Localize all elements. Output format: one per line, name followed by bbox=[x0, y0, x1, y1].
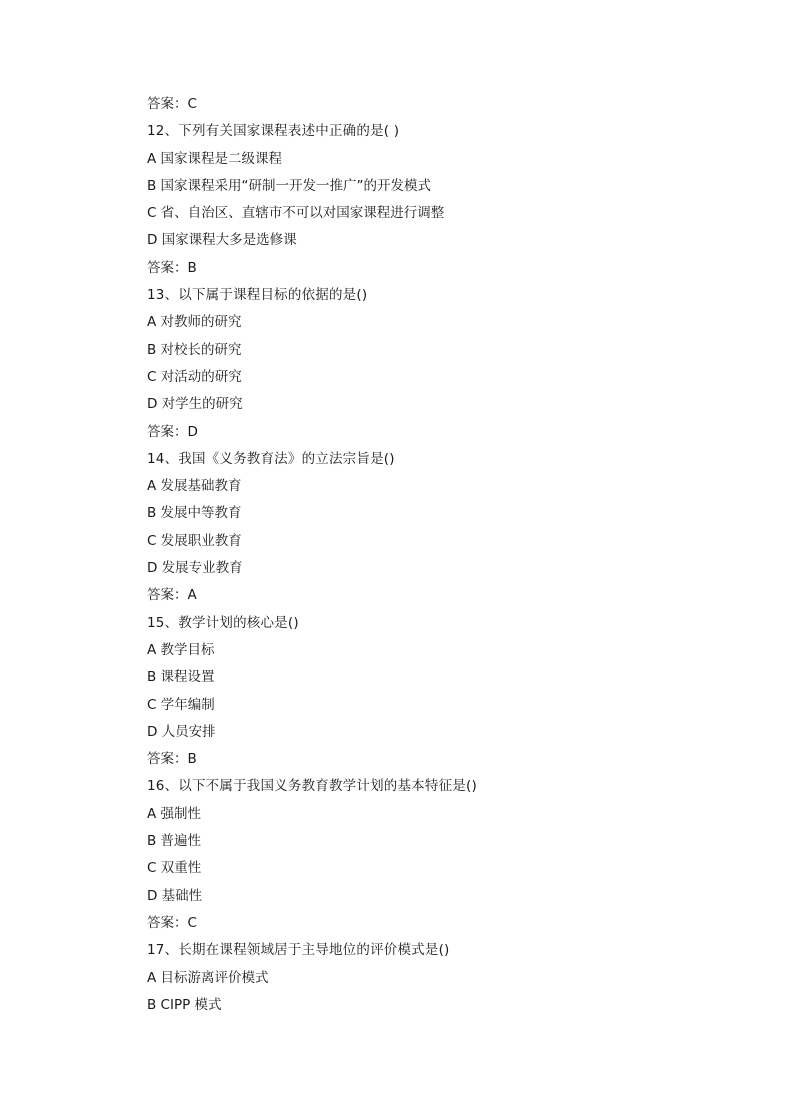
question-12: 12、下列有关国家课程表述中正确的是( ) bbox=[147, 123, 400, 140]
option-line: B CIPP 模式 bbox=[147, 996, 222, 1013]
document-page bbox=[147, 94, 747, 1022]
option-line: B 对校长的研究 bbox=[147, 341, 242, 358]
option-line: C 学年编制 bbox=[147, 696, 215, 713]
option-line: A 发展基础教育 bbox=[147, 478, 242, 495]
option-line: C 对活动的研究 bbox=[147, 368, 242, 385]
answer-line: 答案：D bbox=[147, 423, 198, 440]
option-line: A 强制性 bbox=[147, 805, 202, 822]
option-line: D 发展专业教育 bbox=[147, 560, 243, 577]
option-line: D 基础性 bbox=[147, 887, 203, 904]
option-line: D 国家课程大多是选修课 bbox=[147, 232, 297, 249]
option-line: A 国家课程是二级课程 bbox=[147, 150, 283, 167]
answer-line: 答案：C bbox=[147, 914, 197, 931]
question-15: 15、教学计划的核心是() bbox=[147, 614, 299, 631]
option-line: C 省、自治区、直辖市不可以对国家课程进行调整 bbox=[147, 205, 445, 222]
option-line: B 发展中等教育 bbox=[147, 505, 242, 522]
answer-line: 答案：B bbox=[147, 259, 197, 276]
question-13: 13、以下属于课程目标的依据的是() bbox=[147, 287, 368, 304]
option-line: A 教学目标 bbox=[147, 641, 215, 658]
option-line: A 对教师的研究 bbox=[147, 314, 242, 331]
question-16: 16、以下不属于我国义务教育教学计划的基本特征是() bbox=[147, 778, 477, 795]
answer-line: 答案：A bbox=[147, 587, 197, 604]
answer-line: 答案：B bbox=[147, 751, 197, 768]
option-line: D 人员安排 bbox=[147, 723, 216, 740]
option-line: C 发展职业教育 bbox=[147, 532, 242, 549]
option-line: B 课程设置 bbox=[147, 669, 215, 686]
question-14: 14、我国《义务教育法》的立法宗旨是() bbox=[147, 450, 395, 467]
option-line: B 普遍性 bbox=[147, 833, 202, 850]
option-line: D 对学生的研究 bbox=[147, 396, 243, 413]
option-line: B 国家课程采用“研制一开发一推广”的开发模式 bbox=[147, 177, 432, 194]
question-17: 17、长期在课程领域居于主导地位的评价模式是() bbox=[147, 942, 450, 959]
option-line: A 目标游离评价模式 bbox=[147, 969, 269, 986]
answer-line: 答案：C bbox=[147, 96, 197, 112]
option-line: C 双重性 bbox=[147, 860, 202, 877]
